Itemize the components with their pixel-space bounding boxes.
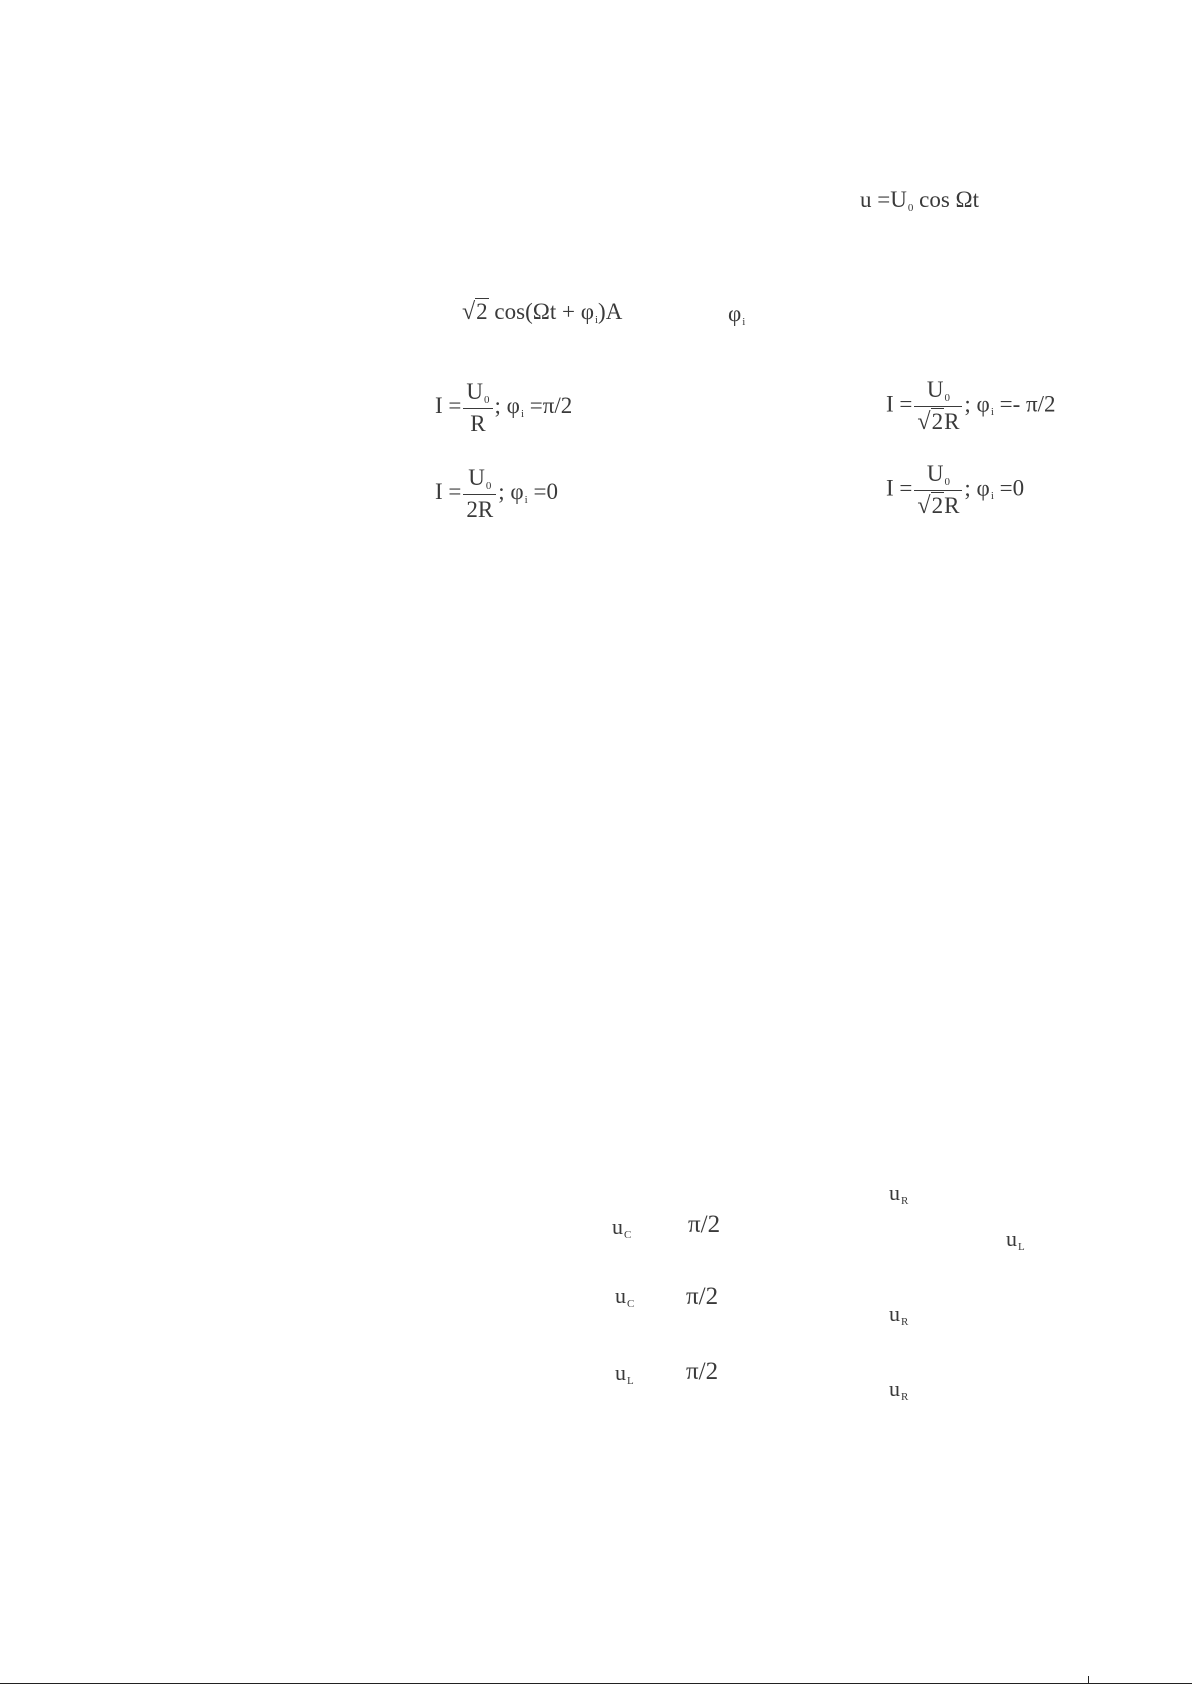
ur-symbol-1: $u_R$ (889, 1180, 909, 1207)
fraction: $\frac{U_0}{√2R}$ (914, 462, 962, 518)
ul-symbol-2: $u_L$ (1006, 1226, 1025, 1253)
uc-symbol-2: $u_C$ (615, 1283, 635, 1310)
fraction: $\frac{U_0}{R}$ (463, 380, 492, 435)
option-a-formula: I = $\frac{U_0}{R}$ ; $\varphi_i =\pi/2$ (435, 379, 573, 436)
page-border-tick (1088, 1676, 1089, 1684)
pi-half-2: π/2 (686, 1283, 719, 1310)
option-b-formula: I = $\frac{U_0}{√2R}$ ; $\varphi_i =- \pi/2$ (886, 377, 1056, 435)
option-c-formula: I = $\frac{U_0}{2R}$ ; $\varphi_i =0$ (435, 465, 558, 522)
fraction: $\frac{U_0}{√2R}$ (914, 378, 962, 434)
ur-symbol-3: $u_R$ (889, 1376, 909, 1403)
pi-half-3: π/2 (686, 1358, 719, 1385)
ul-symbol-1: $u_L$ (615, 1360, 634, 1387)
option-d-formula: I = $\frac{U_0}{√2R}$ ; $\varphi_i =0$ (886, 461, 1025, 519)
voltage-formula: $u =U_0$ cos Ωt (860, 187, 980, 214)
current-formula: √2 $\cos(\Omega t + \varphi_i)A$ (462, 299, 623, 326)
pi-half-1: π/2 (688, 1211, 721, 1238)
uc-symbol-1: $u_C$ (612, 1214, 632, 1241)
sqrt-symbol: √2 (462, 299, 488, 325)
fraction: $\frac{U_0}{2R}$ (463, 466, 496, 521)
phase-symbol: $\varphi_i$ (728, 301, 746, 328)
page-bottom-border (0, 1683, 1192, 1684)
ur-symbol-2: $u_R$ (889, 1301, 909, 1328)
